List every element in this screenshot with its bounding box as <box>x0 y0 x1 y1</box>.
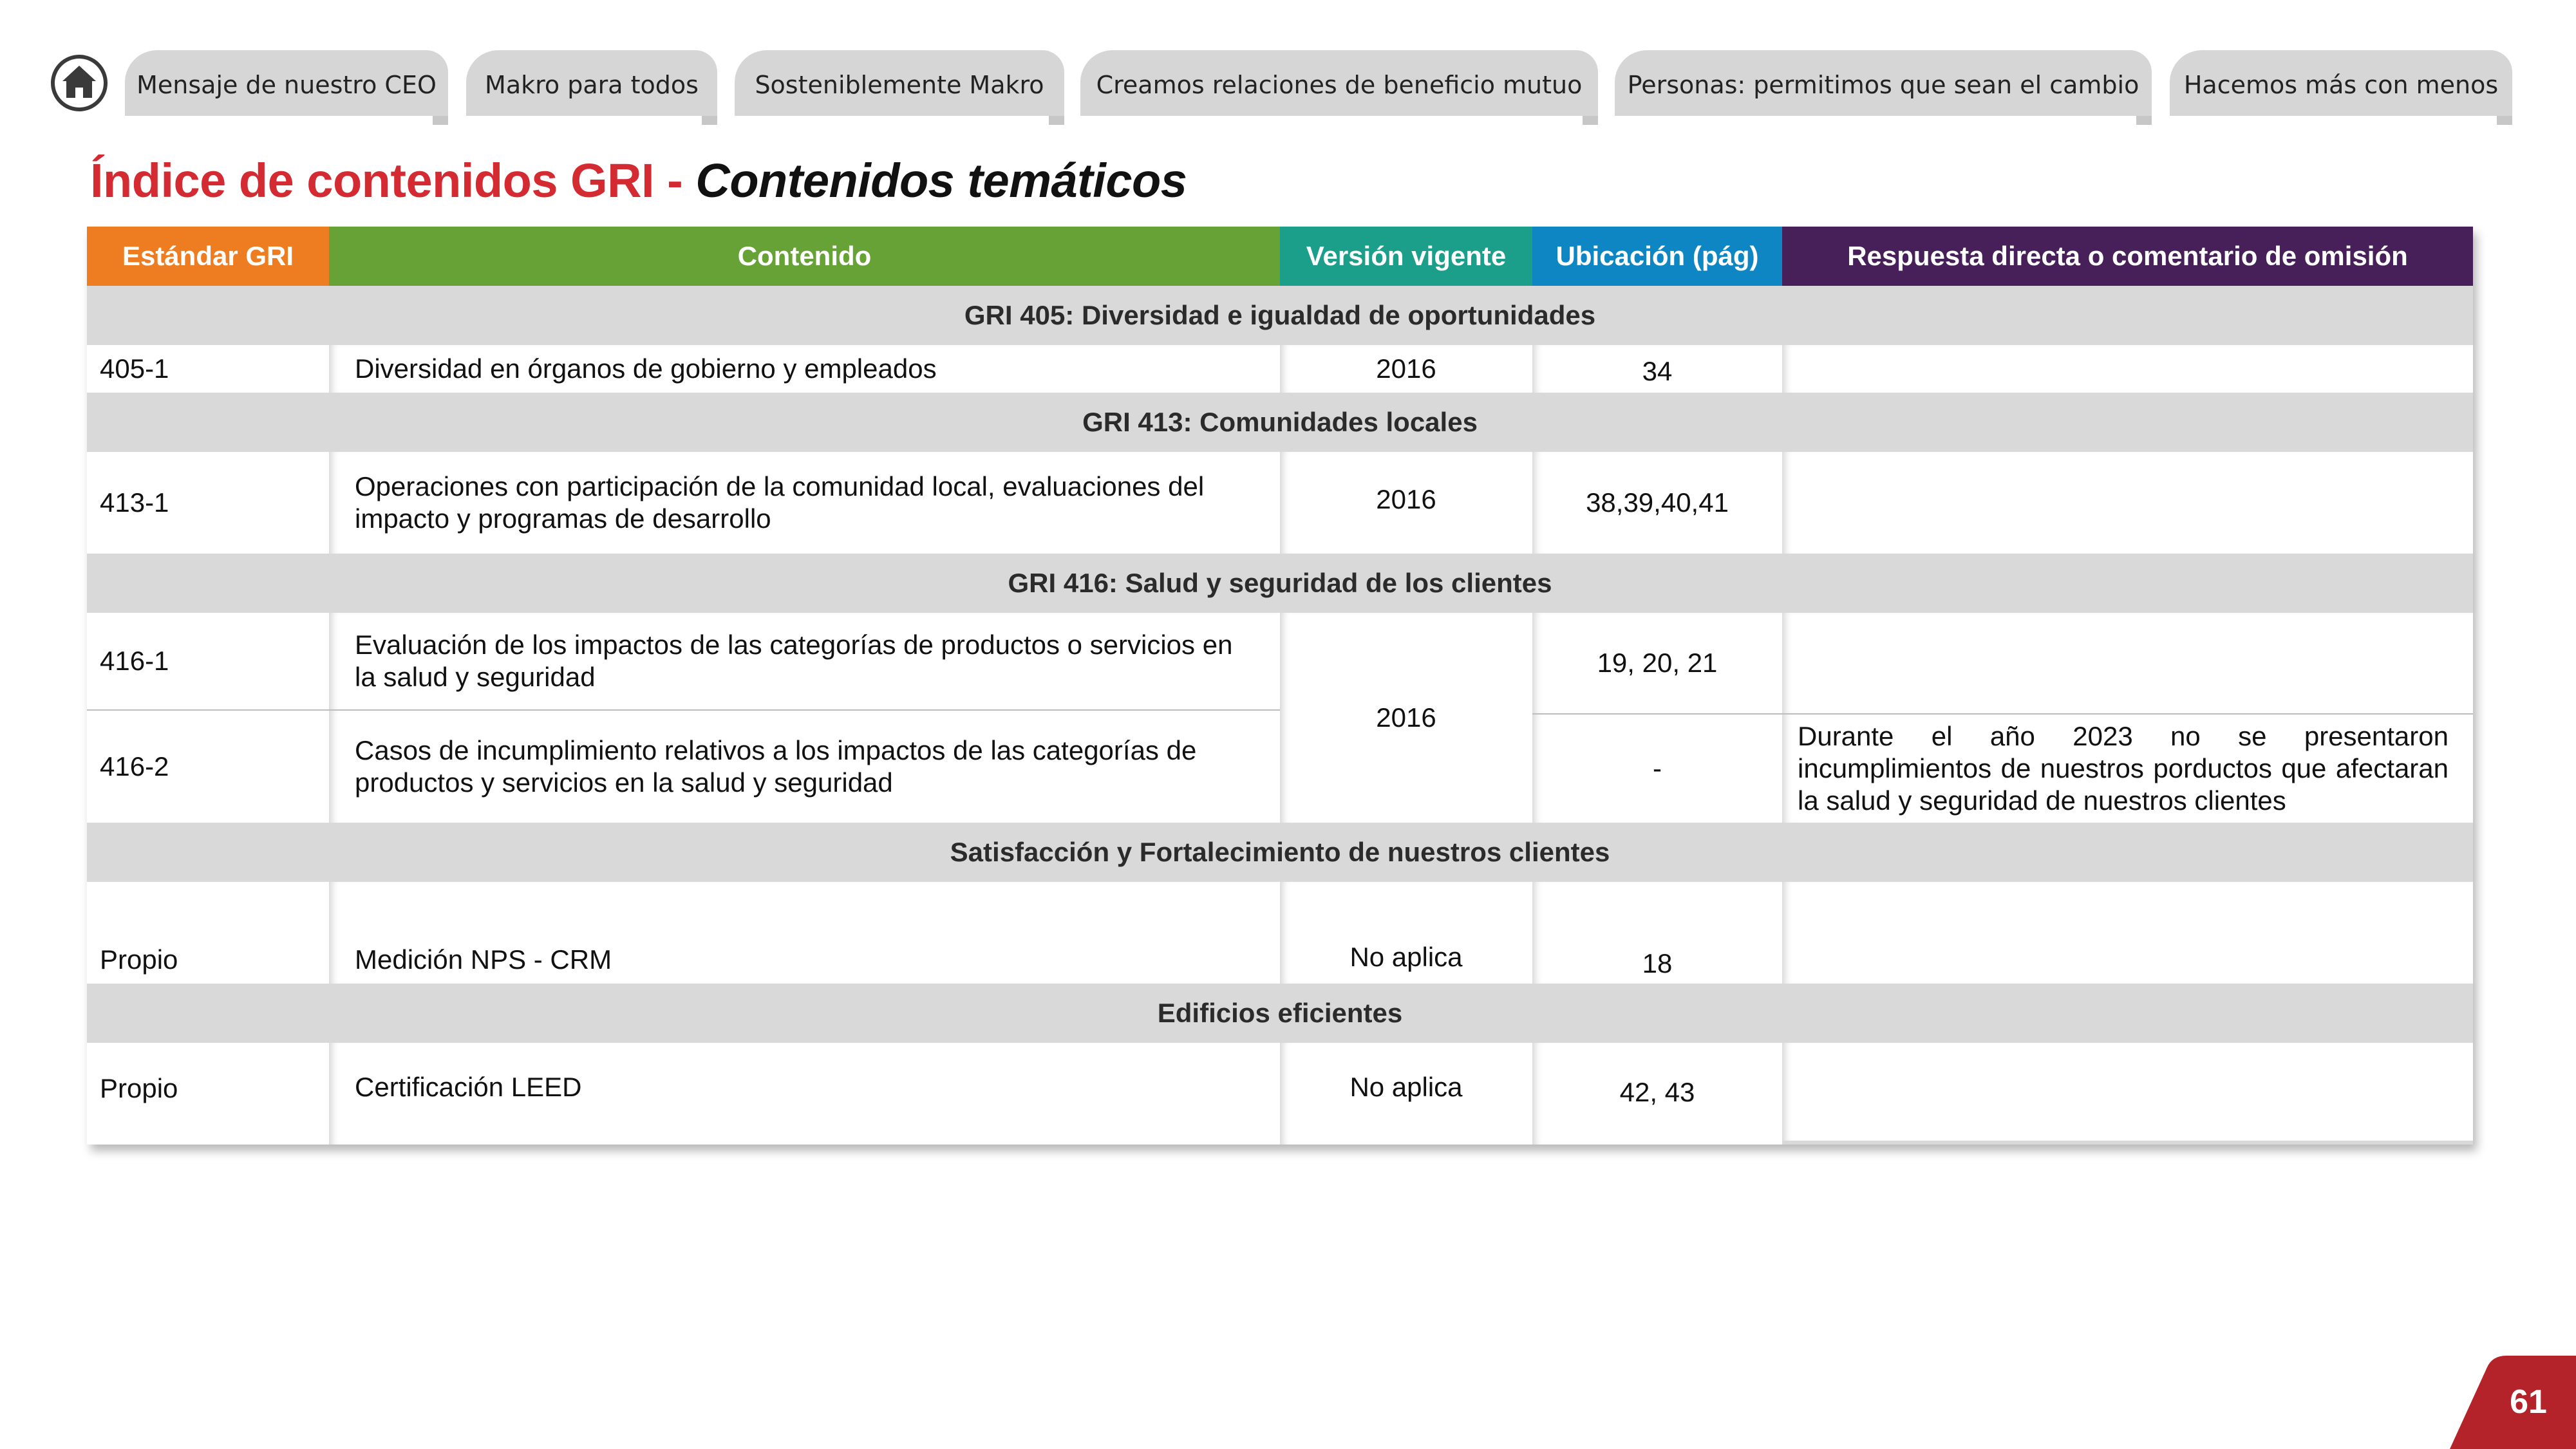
table-cell-content: Casos de incumplimiento relativos a los impactos de las categorías de productos y servicios en la salud y seguridad <box>329 711 1280 823</box>
header-content: Contenido <box>329 227 1280 286</box>
table-cell-response <box>1782 345 2473 393</box>
table-cell-response <box>1782 1043 2473 1141</box>
table-cell-standard: 413-1 <box>87 452 329 554</box>
table-cell-location: - <box>1532 715 1782 823</box>
table-cell-location: 38,39,40,41 <box>1532 452 1782 554</box>
header-standard: Estándar GRI <box>87 227 329 286</box>
table-cell-version: No aplica <box>1280 882 1532 984</box>
table-cell-response <box>1782 613 2473 713</box>
table-cell-location: 18 <box>1532 882 1782 984</box>
table-cell-content: Operaciones con participación de la comunidad local, evaluaciones del impacto y programas de desarrollo <box>329 452 1280 554</box>
table-cell-location: 19, 20, 21 <box>1532 613 1782 713</box>
table-cell-standard: Propio <box>87 882 329 984</box>
section-heading: GRI 413: Comunidades locales <box>87 393 2473 452</box>
page-title <box>90 153 1187 208</box>
table-cell-content: Diversidad en órganos de gobierno y empleados <box>329 345 1280 393</box>
table-cell-version: 2016 <box>1280 345 1532 393</box>
table-cell-location: 34 <box>1532 345 1782 393</box>
tab-hacemos-mas-con-menos[interactable]: Hacemos más con menos <box>2170 50 2512 116</box>
table-cell-standard: Propio <box>87 1043 329 1145</box>
table-cell-content: Evaluación de los impactos de las categorías de productos o servicios en la salud y seguridad <box>329 613 1280 709</box>
table-cell-version: 2016 <box>1280 613 1532 823</box>
section-heading: Satisfacción y Fortalecimiento de nuestros clientes <box>87 823 2473 882</box>
table-cell-content: Medición NPS - CRM <box>329 882 1280 984</box>
section-heading: Edificios eficientes <box>87 984 2473 1043</box>
section-heading: GRI 416: Salud y seguridad de los clientes <box>87 554 2473 613</box>
table-cell-standard: 416-1 <box>87 613 329 709</box>
table-cell-response <box>1782 882 2473 984</box>
table-cell-response <box>1782 452 2473 554</box>
tab-personas[interactable]: Personas: permitimos que sean el cambio <box>1615 50 2152 116</box>
header-response: Respuesta directa o comentario de omisión <box>1782 227 2473 286</box>
table-cell-standard: 405-1 <box>87 345 329 393</box>
page-number: 61 <box>2510 1383 2547 1421</box>
table-cell-version: No aplica <box>1280 1043 1532 1145</box>
home-icon <box>60 63 99 102</box>
page-number-badge <box>2450 1354 2576 1449</box>
tab-makro-para-todos[interactable]: Makro para todos <box>466 50 717 116</box>
home-button[interactable] <box>51 55 108 111</box>
table-cell-content: Certificación LEED <box>329 1043 1280 1145</box>
title-main: Índice de contenidos GRI - <box>90 154 696 207</box>
tab-relaciones-beneficio-mutuo[interactable]: Creamos relaciones de beneficio mutuo <box>1080 50 1598 116</box>
gri-content-table <box>87 227 2473 1145</box>
tab-sosteniblemente-makro[interactable]: Sosteniblemente Makro <box>735 50 1064 116</box>
table-cell-standard: 416-2 <box>87 711 329 823</box>
header-location: Ubicación (pág) <box>1532 227 1782 286</box>
section-heading: GRI 405: Diversidad e igualdad de oportunidades <box>87 286 2473 345</box>
header-version: Versión vigente <box>1280 227 1532 286</box>
tab-mensaje-ceo[interactable]: Mensaje de nuestro CEO <box>125 50 448 116</box>
table-cell-version: 2016 <box>1280 452 1532 554</box>
title-subtitle: Contenidos temáticos <box>695 154 1187 207</box>
table-cell-location: 42, 43 <box>1532 1043 1782 1145</box>
table-cell-response: Durante el año 2023 no se presentaron incumplimientos de nuestros porductos que afectaran la salud y seguridad de nuestros clientes <box>1782 715 2473 823</box>
